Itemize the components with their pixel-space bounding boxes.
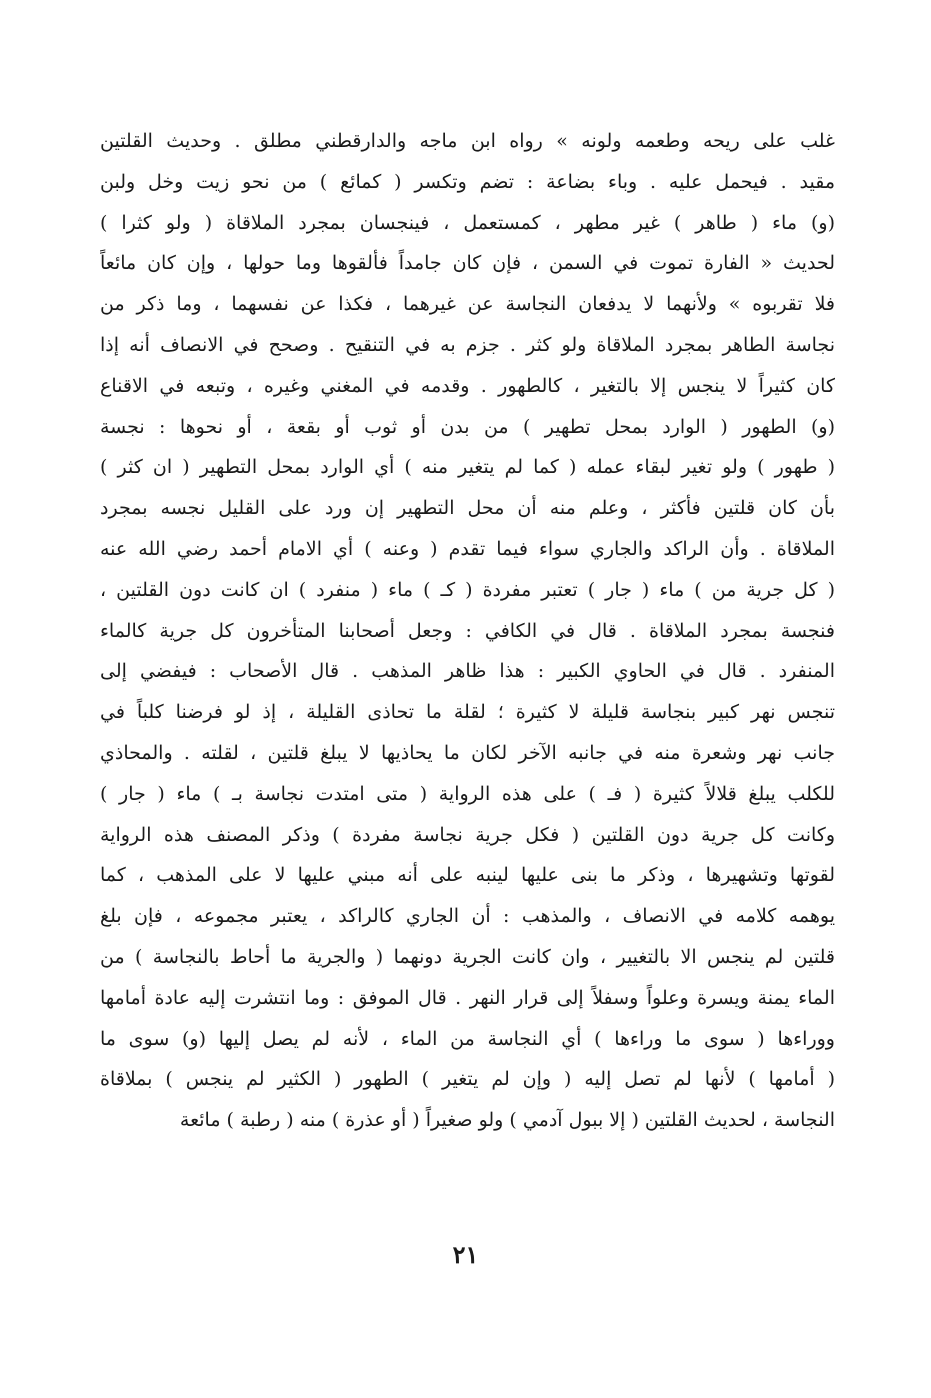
text-line-24: ( أمامها ) لأنها لم تصل إليه ( وإن لم يتغير ) الطهور ( الكثير لم ينجس ) بملاقاة [100, 1068, 835, 1091]
text-line-8: (و) الطهور ( الوارد بمحل تطهير ) من بدن أو ثوب أو بقعة ، أو نحوها : نجسة [100, 415, 835, 438]
body-text [100, 121, 835, 1141]
text-line-11: الملاقاة . وأن الراكد والجاري سواء فيما تقدم ( وعنه ) أي الامام أحمد رضي الله عنه [100, 537, 835, 560]
text-line-2: مقيد . فيحمل عليه . وباء بضاعة : تضم وتكسر ( كمائع ) من نحو زيت وخل ولبن [100, 170, 835, 193]
text-line-4: لحديث « الفارة تموت في السمن ، فإن كان جامداً فألقوها وما حولها ، وإن كان مائعاً [100, 252, 835, 275]
text-line-18: وكانت كل جرية دون القلتين ( فكل جرية نجاسة مفردة ) وذكر المصنف هذه الرواية [100, 823, 835, 846]
text-line-19: لقوتها وتشهيرها ، وذكر ما بنى عليها لينبه على أنه مبني عليها لا على المذهب ، كما [100, 864, 835, 887]
page-number: ٢١ [452, 1240, 479, 1269]
text-line-22: الماء يمنة ويسرة وعلواً وسفلاً إلى قرار النهر . قال الموفق : وما انتشرت إليه عادة أمامها [100, 986, 835, 1009]
text-line-10: بأن كان قلتين فأكثر ، وعلم منه أن محل التطهير إن ورد على القليل نجسه بمجرد [100, 497, 835, 520]
text-line-16: جانب نهر وشعرة منه في جانبه الآخر لكان ما يحاذيها لا يبلغ قلتين ، لقلته . والمحاذي [100, 741, 835, 764]
text-line-13: فنجسة بمجرد الملاقاة . قال في الكافي : وجعل أصحابنا المتأخرون كل جرية كالماء [100, 619, 835, 642]
text-line-15: تنجس نهر كبير بنجاسة قليلة لا كثيرة ؛ لقلة ما تحاذى القليلة ، إذ لو فرضنا كلباً في [100, 701, 835, 724]
text-line-17: للكلب يبلغ قلالاً كثيرة ( فـ ) على هذه الرواية ( متى امتدت نجاسة بـ ) ماء ( جار ) [100, 782, 835, 805]
text-line-21: قلتين لم ينجس الا بالتغيير ، وان كانت الجرية دونهما ( والجرية ما أحاط بالنجاسة ) من [100, 945, 835, 968]
text-line-1: غلب على ريحه وطعمه ولونه » رواه ابن ماجه والدارقطني مطلق . وحديث القلتين [100, 130, 835, 152]
text-line-23: ووراءها ( سوى ما وراءها ) أي النجاسة من الماء ، لأنه لم يصل إليها (و) سوى ما [100, 1027, 835, 1050]
text-line-5: فلا تقربوه » ولأنهما لا يدفعان النجاسة عن غيرهما ، فكذا عن نفسهما ، وما ذكر من [100, 293, 835, 316]
text-line-14: المنفرد . قال في الحاوي الكبير : هذا ظاهر المذهب . قال الأصحاب : فيفضي إلى [100, 660, 835, 683]
text-line-3: (و) ماء ( طاهر ) غير مطهر ، كمستعمل ، فينجسان بمجرد الملاقاة ( ولو كثرا ) [100, 211, 835, 234]
text-line-9: ( طهور ) ولو تغير لبقاء عمله ( كما لم يتغير منه ) أي الوارد بمحل التطهير ( ان كثر ) [100, 456, 835, 479]
text-line-6: نجاسة الطاهر بمجرد الملاقاة ولو كثر . جزم به في التنقيح . وصحح في الانصاف أنه إذا [100, 333, 835, 356]
text-line-25: النجاسة ، لحديث القلتين ( إلا ببول آدمي ) ولو صغيراً ( أو عذرة ) منه ( رطبة ) مائعة [179, 1109, 835, 1132]
text-line-20: يوهمه كلامه في الانصاف ، والمذهب : أن الجاري كالراكد ، يعتبر مجموعه ، فإن بلغ [100, 905, 835, 928]
text-line-7: كان كثيراً لا ينجس إلا بالتغير ، كالطهور . وقدمه في المغني وغيره ، وتبعه في الاقناع [100, 374, 835, 397]
text-line-12: ( كل جرية من ) ماء ( جار ) تعتبر مفردة ( كـ ) ماء ( منفرد ) ان كانت دون القلتين ، [100, 578, 835, 601]
